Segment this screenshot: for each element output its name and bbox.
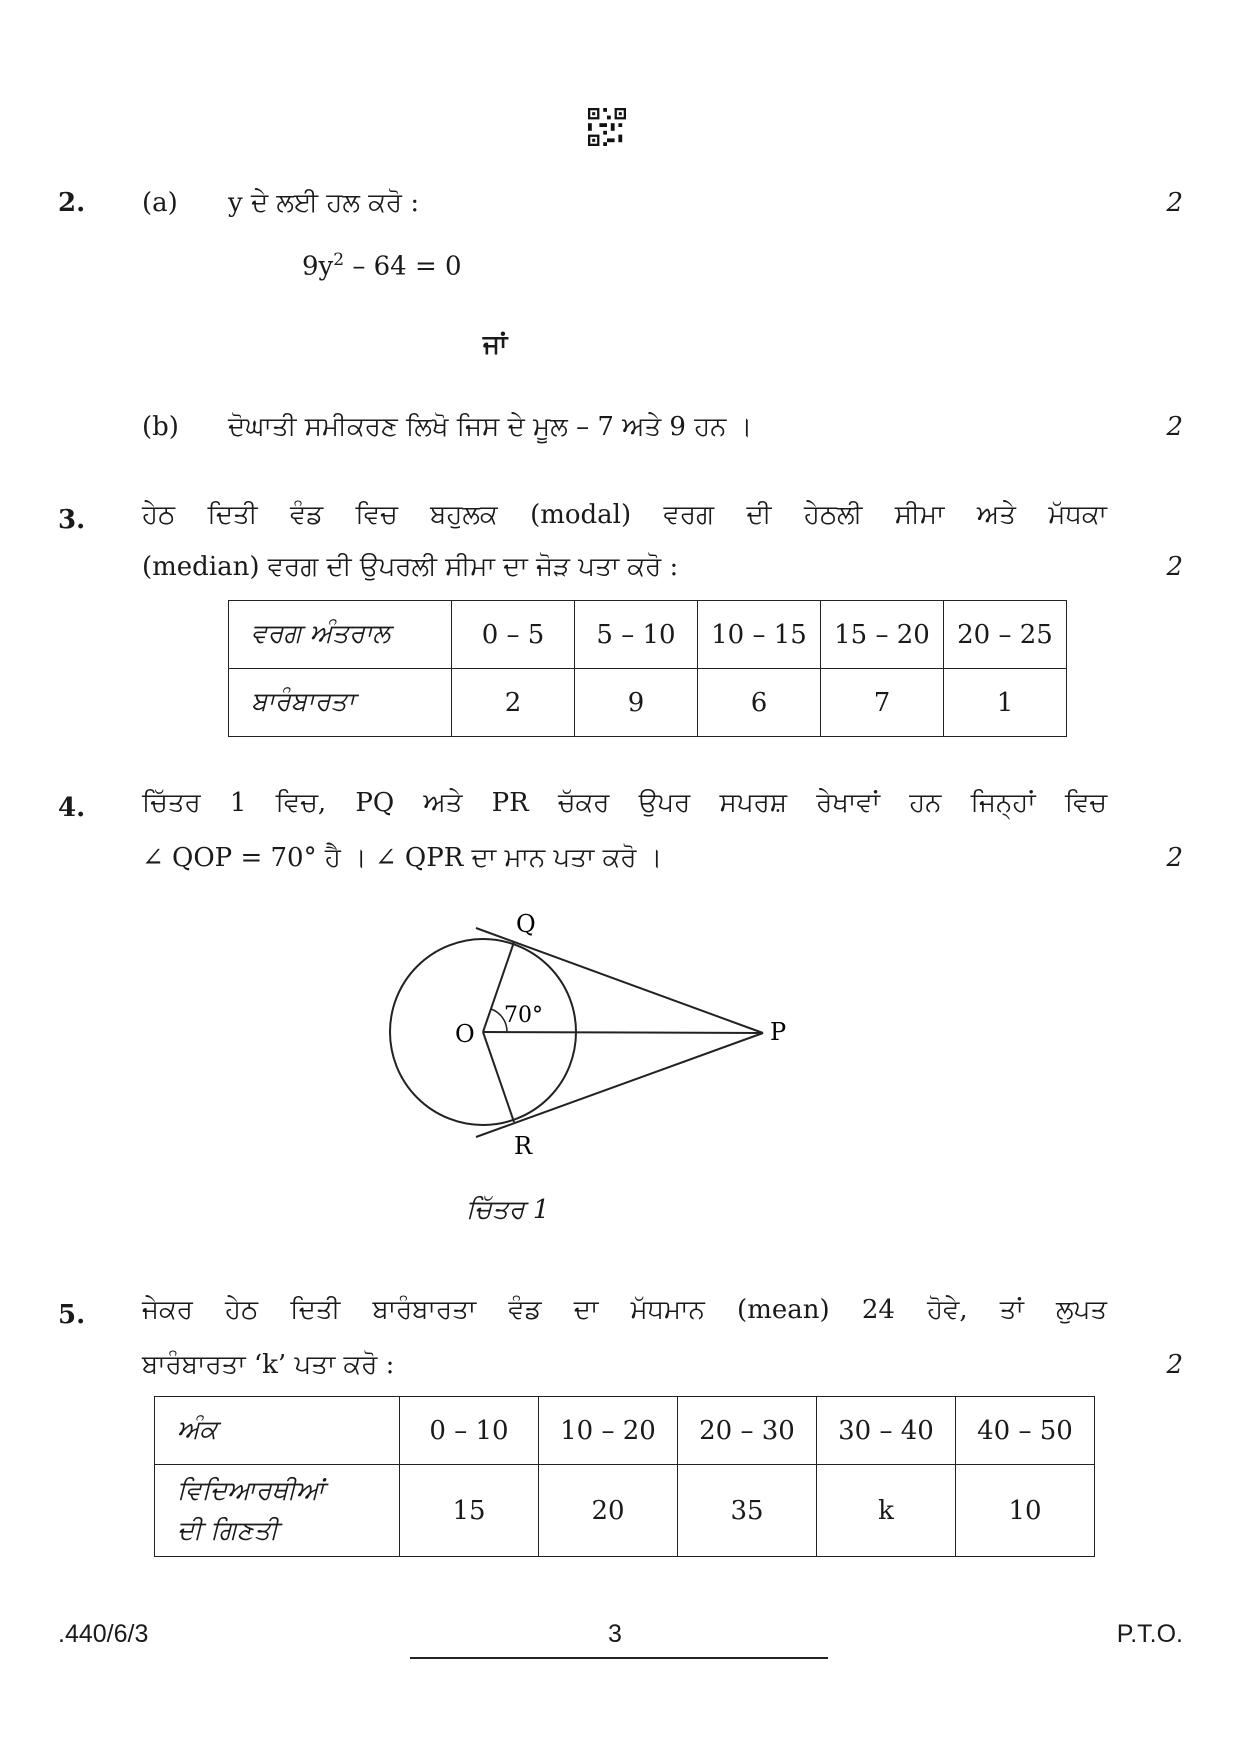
- radius-or: [483, 1032, 514, 1122]
- equation-rest: – 64 = 0: [344, 251, 462, 282]
- label-r: R: [514, 1132, 533, 1160]
- table-cell: 6: [698, 669, 821, 737]
- qr-code-icon: [588, 108, 626, 146]
- table-cell: 9: [575, 669, 698, 737]
- table-cell: 10 – 20: [539, 1397, 678, 1465]
- question-number: 2.: [58, 188, 86, 218]
- part-label-a: (a): [142, 188, 178, 218]
- equation-base: 9y: [302, 251, 334, 282]
- or-separator: ਜਾਂ: [483, 330, 508, 360]
- question-text: ਦੋਘਾਤੀ ਸਮੀਕਰਣ ਲਿਖੋ ਜਿਸ ਦੇ ਮੂਲ – 7 ਅਤੇ 9 ਹਨ ।: [228, 412, 753, 442]
- table-header-cell: ਅੰਕ: [155, 1397, 400, 1465]
- question-text-line2: (median) ਵਰਗ ਦੀ ਉਪਰਲੀ ਸੀਮਾ ਦਾ ਜੋੜ ਪਤਾ ਕਰੋ :: [142, 552, 679, 582]
- question-text-line2: ∠ QOP = 70° ਹੈ । ∠ QPR ਦਾ ਮਾਨ ਪਤਾ ਕਰੋ ।: [142, 843, 663, 873]
- table-cell: 40 – 50: [956, 1397, 1095, 1465]
- table-cell: 20 – 30: [678, 1397, 817, 1465]
- figure-caption: ਚਿੱਤਰ 1: [466, 1195, 550, 1225]
- table-header-cell: ਬਾਰੰਬਾਰਤਾ: [229, 669, 452, 737]
- table-cell: 20 – 25: [944, 601, 1067, 669]
- table-cell: 0 – 10: [400, 1397, 539, 1465]
- marks-table: [154, 1396, 1095, 1557]
- table-cell: 2: [452, 669, 575, 737]
- line-op: [483, 1032, 763, 1033]
- table-header-line: ਵਿਦਿਆਰਥੀਆਂ: [177, 1475, 325, 1506]
- table-cell: 15: [400, 1465, 539, 1557]
- pto-label: P.T.O.: [1116, 1620, 1183, 1648]
- marks: 2: [1166, 1350, 1183, 1380]
- paper-code: .440/6/3: [58, 1620, 149, 1648]
- question-number: 5.: [58, 1300, 86, 1330]
- question-text-line2: ਬਾਰੰਬਾਰਤਾ ‘k’ ਪਤਾ ਕਰੋ :: [142, 1350, 395, 1380]
- question-number: 4.: [58, 793, 86, 823]
- label-o: O: [455, 1020, 475, 1048]
- frequency-table: [228, 600, 1067, 737]
- table-cell: 0 – 5: [452, 601, 575, 669]
- table-cell: 35: [678, 1465, 817, 1557]
- label-q: Q: [516, 910, 536, 938]
- tangent-pr: [476, 1033, 763, 1137]
- table-cell: 1: [944, 669, 1067, 737]
- table-cell: 20: [539, 1465, 678, 1557]
- table-cell: 10 – 15: [698, 601, 821, 669]
- table-header-line: ਦੀ ਗਿਣਤੀ: [177, 1515, 279, 1546]
- equation-exponent: 2: [333, 250, 345, 270]
- marks: 2: [1166, 843, 1183, 873]
- marks: 2: [1166, 552, 1183, 582]
- table-cell: 5 – 10: [575, 601, 698, 669]
- table-cell: 30 – 40: [817, 1397, 956, 1465]
- table-cell: 7: [821, 669, 944, 737]
- marks: 2: [1166, 188, 1183, 218]
- question-text-line1: ਹੇਠ ਦਿਤੀ ਵੰਡ ਵਿਚ ਬਹੁਲਕ (modal) ਵਰਗ ਦੀ ਹੇਠਲੀ ਸੀਮਾ ਅਤੇ ਮੱਧਕਾ: [142, 500, 1107, 530]
- table-cell: k: [817, 1465, 956, 1557]
- question-text: y ਦੇ ਲਈ ਹਲ ਕਰੋ :: [228, 188, 420, 218]
- marks: 2: [1166, 412, 1183, 442]
- table-cell: 10: [956, 1465, 1095, 1557]
- page-number: 3: [608, 1620, 622, 1648]
- question-text-line1: ਜੇਕਰ ਹੇਠ ਦਿਤੀ ਬਾਰੰਬਾਰਤਾ ਵੰਡ ਦਾ ਮੱਧਮਾਨ (mean) 24 ਹੋਵੇ, ਤਾਂ ਲੁਪਤ: [142, 1295, 1107, 1325]
- label-p: P: [770, 1018, 787, 1046]
- equation: [302, 250, 462, 282]
- footer-divider: [410, 1657, 828, 1659]
- table-header-cell: ਵਰਗ ਅੰਤਰਾਲ: [229, 601, 452, 669]
- question-text-line1: ਚਿੱਤਰ 1 ਵਿਚ, PQ ਅਤੇ PR ਚੱਕਰ ਉਪਰ ਸਪਰਸ਼ ਰੇਖਾਵਾਂ ਹਨ ਜਿਨ੍ਹਾਂ ਵਿਚ: [142, 788, 1107, 818]
- circle-tangent-figure: [380, 900, 800, 1160]
- part-label-b: (b): [142, 412, 179, 442]
- angle-label: 70°: [504, 1003, 543, 1028]
- table-header-cell: [155, 1465, 400, 1557]
- table-cell: 15 – 20: [821, 601, 944, 669]
- question-number: 3.: [58, 505, 86, 535]
